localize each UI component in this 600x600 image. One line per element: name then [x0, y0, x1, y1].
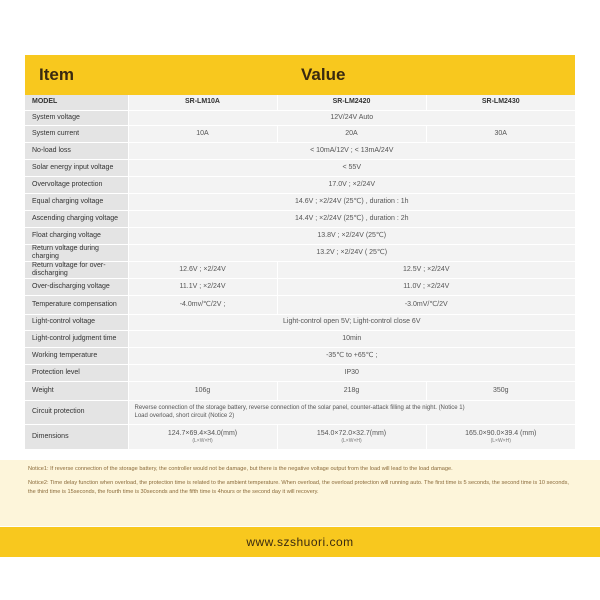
- row-value: [426, 424, 575, 449]
- row-value: 12.5V ; ×2/24V: [277, 261, 575, 278]
- table-row-equal-charging: [25, 193, 575, 210]
- row-value: 20A: [277, 125, 426, 142]
- row-value: [277, 424, 426, 449]
- row-value: 10min: [128, 330, 575, 347]
- row-value: -35℃ to +65℃ ;: [128, 347, 575, 364]
- model-sr-lm2420: SR-LM2420: [277, 95, 426, 110]
- row-value: 11.0V ; ×2/24V: [277, 278, 575, 295]
- table-row-working-temperature: [25, 347, 575, 364]
- row-value: 14.6V ; ×2/24V (25℃) , duration : 1h: [128, 193, 575, 210]
- table-row-return-during-charging: [25, 244, 575, 261]
- row-value: [128, 400, 575, 424]
- row-value: -4.0mv/℃/2V ;: [128, 295, 277, 314]
- row-label: Light-control judgment time: [25, 330, 128, 347]
- row-label: Return voltage for over-discharging: [25, 261, 128, 278]
- model-label: MODEL: [25, 95, 128, 110]
- row-value: 12.6V ; ×2/24V: [128, 261, 277, 278]
- row-label: Solar energy input voltage: [25, 159, 128, 176]
- row-label: Protection level: [25, 364, 128, 381]
- table-row-over-discharging: [25, 278, 575, 295]
- row-label: Return voltage during charging: [25, 244, 128, 261]
- spec-table: [25, 95, 575, 450]
- table-row-overvoltage: [25, 176, 575, 193]
- row-value: [128, 424, 277, 449]
- row-label: Temperature compensation: [25, 295, 128, 314]
- circuit-protection-line-2: Load overload, short circuit (Notice 2): [134, 413, 235, 419]
- row-label: Weight: [25, 381, 128, 400]
- row-value: IP30: [128, 364, 575, 381]
- row-value: 13.8V ; ×2/24V (25℃): [128, 227, 575, 244]
- value-column-title: Value: [301, 65, 346, 84]
- row-value: 11.1V ; ×2/24V: [128, 278, 277, 295]
- row-label: System voltage: [25, 110, 128, 125]
- table-row-system-voltage: [25, 110, 575, 125]
- table-header-bar: [25, 55, 575, 95]
- row-label: Light-control voltage: [25, 314, 128, 330]
- row-label: System current: [25, 125, 128, 142]
- table-row-ascending-charging: [25, 210, 575, 227]
- row-value: 14.4V ; ×2/24V (25℃) , duration : 2h: [128, 210, 575, 227]
- table-row-circuit-protection: [25, 400, 575, 424]
- table-row-temperature-compensation: [25, 295, 575, 314]
- dimension-unit: (L×W×H): [490, 437, 511, 444]
- table-row-system-current: [25, 125, 575, 142]
- row-label: Overvoltage protection: [25, 176, 128, 193]
- dimension-unit: (L×W×H): [192, 437, 213, 444]
- dimension-unit: (L×W×H): [341, 437, 362, 444]
- model-sr-lm2430: SR-LM2430: [426, 95, 575, 110]
- table-row-weight: [25, 381, 575, 400]
- row-value: 218g: [277, 381, 426, 400]
- table-row-light-control-time: [25, 330, 575, 347]
- table-row-return-over-discharging: [25, 261, 575, 278]
- notes-section: [0, 460, 600, 526]
- row-label: Working temperature: [25, 347, 128, 364]
- item-column-title: Item: [39, 65, 74, 84]
- row-value: 13.2V ; ×2/24V ( 25℃): [128, 244, 575, 261]
- row-label: Float charging voltage: [25, 227, 128, 244]
- row-value: 17.0V ; ×2/24V: [128, 176, 575, 193]
- website-url: www.szshuori.com: [246, 535, 354, 549]
- row-label: Over-discharging voltage: [25, 278, 128, 295]
- table-row-model: [25, 95, 575, 110]
- circuit-protection-line-1: Reverse connection of the storage battery, reverse connection of the solar panel, counter-attack filling at the night. (Notice 1): [134, 405, 465, 411]
- row-value: -3.0mV/℃/2V: [277, 295, 575, 314]
- table-row-solar-input: [25, 159, 575, 176]
- row-label: Circuit protection: [25, 400, 128, 424]
- row-value: Light-control open 5V; Light-control close 6V: [128, 314, 575, 330]
- row-value: 350g: [426, 381, 575, 400]
- row-value: < 55V: [128, 159, 575, 176]
- dimension-value: 165.0×90.0×39.4 (mm): [465, 429, 537, 437]
- row-value: 106g: [128, 381, 277, 400]
- row-label: Dimensions: [25, 424, 128, 449]
- dimension-value: 154.0×72.0×32.7(mm): [316, 429, 387, 437]
- row-value: 30A: [426, 125, 575, 142]
- notice-2: Notice2: Time delay function when overload, the protection time is related to the ambient temperature. When overload, the overload protection will running auto. The first time is 5 seconds, the second time is 10 seconds, the third time is 15seconds, the fourth time is 30seconds and the fifth time is 4hours or the second day it will recovery.: [28, 480, 569, 495]
- table-row-dimensions: [25, 424, 575, 449]
- row-label: No-load loss: [25, 142, 128, 159]
- row-value: 10A: [128, 125, 277, 142]
- model-sr-lm10a: SR-LM10A: [128, 95, 277, 110]
- row-value: 12V/24V Auto: [128, 110, 575, 125]
- row-label: Equal charging voltage: [25, 193, 128, 210]
- table-row-protection-level: [25, 364, 575, 381]
- dimension-value: 124.7×69.4×34.0(mm): [167, 429, 238, 437]
- table-row-float-charging: [25, 227, 575, 244]
- table-row-light-control-voltage: [25, 314, 575, 330]
- row-label: Ascending charging voltage: [25, 210, 128, 227]
- notice-1: Notice1: If reverse connection of the storage battery, the controller would not be damage, but there is the negative voltage output from the load will lead to the load damage.: [28, 466, 453, 472]
- table-row-no-load-loss: [25, 142, 575, 159]
- footer-bar: [0, 527, 600, 557]
- row-value: < 10mA/12V ; < 13mA/24V: [128, 142, 575, 159]
